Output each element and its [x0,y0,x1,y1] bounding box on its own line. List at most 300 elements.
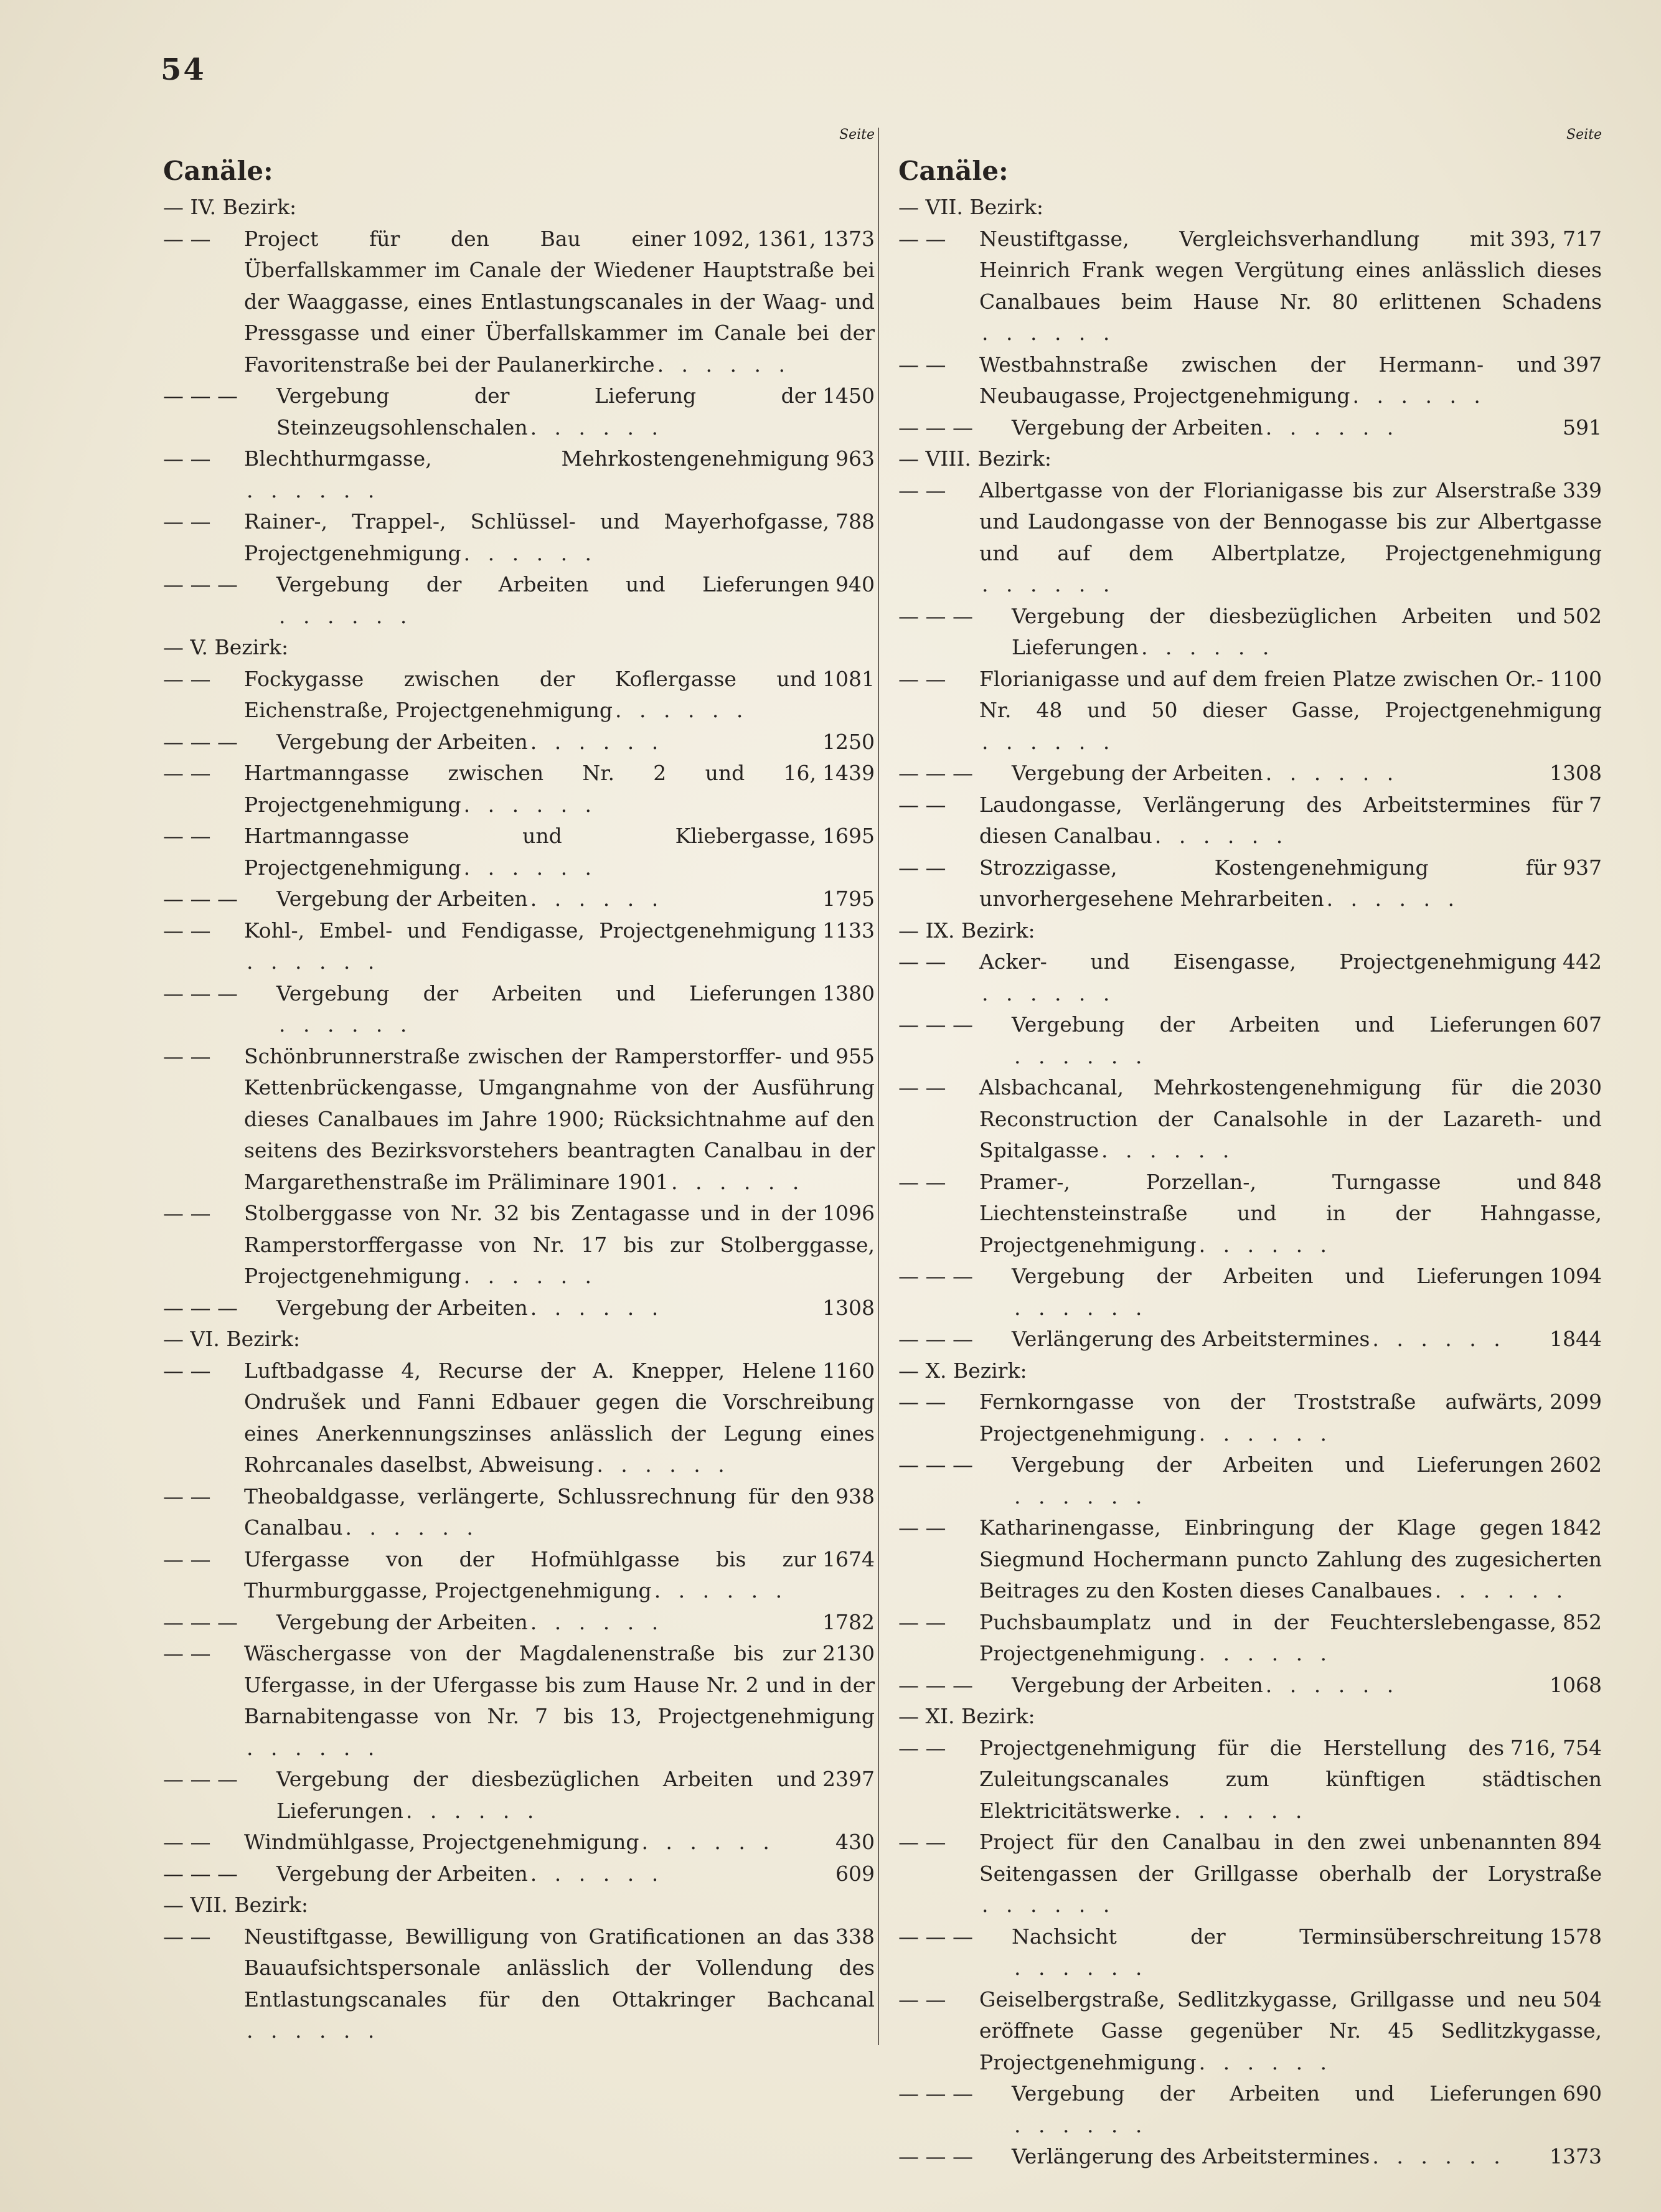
page-reference: 963 [835,446,875,471]
entry-dash: — — [163,226,211,251]
page-reference: 1439 [822,761,875,785]
index-entry [898,1261,1602,1324]
index-entry [898,946,1602,1009]
index-entry [898,1167,1602,1261]
entry-text-block [244,1481,875,1544]
entry-text-block [244,1355,875,1481]
entry-text: Vergebung der diesbezüglichen Arbeiten und Lieferungen [1012,603,1556,659]
entry-text-block [1012,758,1602,789]
district-heading: — V. Bezirk: [163,635,289,659]
page-reference: 2099 [1550,1390,1602,1414]
entry-text: Alsbachcanal, Mehrkostengenehmigung für die Reconstruction der Canalsohle in der Lazareth- und Spitalgasse [979,1075,1602,1162]
entry-dash: — — [898,666,946,691]
entry-text: Project für den Bau einer Überfallskammer im Canale der Wiedener Hauptstraße bei der Waaggasse, eines Entlastungscanales in der Waag- und Pressgasse und einer Überfallskammer im Canale bei der Favoritenstraße bei der Paulanerkirche [244,226,875,377]
dot-leader: . . . . . . [463,792,598,817]
page-reference: 1842 [1550,1515,1602,1540]
entry-dash: — — — [163,887,238,911]
page-reference: 848 [1563,1169,1602,1194]
entry-text: Schönbrunnerstraße zwischen der Ramperstorffer- und Kettenbrückengasse, Umgangnahme von der Ausführung dieses Canalbaues im Jahre 1900; Rücksichtnahme auf den seitens des Bezirksvorstehers beantragten Canalbau in der Margarethenstraße im Präliminare 1901 [244,1043,875,1194]
dot-leader: . . . . . . [982,321,1116,345]
index-entry [898,1072,1602,1167]
seite-header-right: Seite [1566,127,1602,143]
entry-dash: — — [898,1830,946,1854]
page-reference: 1380 [822,981,875,1005]
index-list-right [898,192,1602,2173]
entry-text: Vergebung der Arbeiten [276,887,528,911]
entry-text-block [1012,1670,1602,1701]
entry-text: Hartmanngasse und Kliebergasse, Projectgenehmigung [244,824,817,880]
entry-text: Fockygasse zwischen der Koflergasse und Eichenstraße, Projectgenehmigung [244,666,817,722]
entry-text-block [1012,412,1602,444]
entry-text-block [979,789,1602,852]
entry-text-block [244,1041,875,1198]
index-entry [163,1544,875,1607]
dot-leader: . . . . . . [279,603,413,628]
dot-leader: . . . . . . [1434,1578,1569,1603]
entry-dash: — — [163,761,211,785]
column-divider [878,128,879,2045]
page-reference: 690 [1563,2081,1602,2106]
page-reference: 607 [1563,1012,1602,1037]
entry-dash: — — [898,352,946,377]
entry-text-block [979,852,1602,915]
entry-text: Vergebung der Arbeiten [276,1295,528,1320]
page-reference: 894 [1563,1830,1602,1854]
dot-leader: . . . . . . [463,540,598,565]
page-reference: 1695 [822,824,875,848]
entry-dash: — — [898,1515,946,1540]
entry-dash: — — [163,446,211,471]
dot-leader: . . . . . . [247,949,380,974]
entry-dash: — — — [163,981,238,1005]
entry-dash: — — [163,918,211,943]
page-reference: 1308 [1550,761,1602,785]
entry-text: Laudongasse, Verlängerung des Arbeitstermines für diesen Canalbau [979,792,1583,848]
left-column [163,120,875,2047]
entry-dash: — — [898,1390,946,1414]
index-entry [898,475,1602,601]
entry-text-block [979,475,1602,601]
dot-leader: . . . . . . [615,698,749,722]
entry-dash: — — [163,666,211,691]
entry-text: Kohl-, Embel- und Fendigasse, Projectgenehmigung [244,918,817,943]
index-entry [898,601,1602,664]
entry-text-block [1012,1009,1602,1072]
entry-dash: — — — [163,1295,238,1320]
entry-text-block [244,443,875,506]
entry-text-block [276,727,875,758]
entry-text: Windmühlgasse, Projectgenehmigung [244,1830,639,1854]
page-reference: 397 [1563,352,1602,377]
district-heading: — VI. Bezirk: [163,1327,300,1351]
entry-dash: — — [163,1201,211,1225]
dot-leader: . . . . . . [247,2018,380,2043]
index-entry [898,758,1602,789]
dot-leader: . . . . . . [641,1830,775,1854]
index-entry [163,1921,875,2047]
dot-leader: . . . . . . [1174,1798,1308,1823]
index-entry [163,224,875,381]
index-entry [163,1041,875,1198]
index-entry [163,1858,875,1890]
entry-text: Verlängerung des Arbeitstermines [1012,1327,1370,1351]
district-heading: — IX. Bezirk: [898,918,1035,943]
page-reference: 852 [1563,1609,1602,1634]
section-heading-left: Canäle: [163,156,273,186]
index-entry [898,1009,1602,1072]
right-column [898,120,1602,2173]
district-heading: — X. Bezirk: [898,1358,1027,1383]
page-reference: 2030 [1550,1075,1602,1099]
entry-text: Theobaldgasse, verlängerte, Schlussrechnung für den Canalbau [244,1484,829,1540]
index-entry [898,1984,1602,2079]
entry-text: Hartmanngasse zwischen Nr. 2 und 16, Projectgenehmigung [244,761,817,817]
entry-text-block [244,224,875,381]
dot-leader: . . . . . . [1198,1232,1333,1257]
page-reference: 430 [835,1830,875,1854]
index-entry [163,1292,875,1324]
page-reference: 1100 [1550,666,1602,691]
entry-dash: — — — [898,1264,973,1288]
dot-leader: . . . . . . [596,1452,730,1477]
entry-dash: — — — [898,761,973,785]
index-entry [163,664,875,727]
index-entry [898,2078,1602,2141]
page-reference: 1081 [822,666,875,691]
entry-dash: — — [163,1830,211,1854]
entry-text: Fernkorngasse von der Troststraße aufwärts, Projectgenehmigung [979,1390,1544,1446]
dot-leader: . . . . . . [982,1893,1116,1917]
entry-text: Vergebung der Arbeiten und Lieferungen [1012,1012,1556,1037]
index-list-left [163,192,875,2047]
page-reference: 442 [1563,949,1602,974]
index-entry [163,978,875,1041]
index-entry [898,789,1602,852]
entry-dash: — — [898,1169,946,1194]
entry-text: Vergebung der Arbeiten [1012,415,1263,440]
index-entry [898,1324,1602,1355]
index-entry [163,883,875,915]
dot-leader: . . . . . . [530,1295,664,1320]
entry-text-block [244,758,875,821]
entry-dash: — — [898,949,946,974]
entry-text-block [244,1921,875,2047]
entry-dash: — — — [898,603,973,628]
entry-text-block [276,978,875,1041]
entry-text-block [979,1167,1602,1261]
entry-text-block [244,664,875,727]
index-entry [163,1607,875,1639]
entry-dash: — — [163,1484,211,1508]
entry-dash: — — — [163,1767,238,1791]
index-entry [163,1764,875,1827]
entry-text-block [979,664,1602,758]
entry-text-block [1012,1921,1602,1984]
entry-dash: — — — [898,2081,973,2106]
dot-leader: . . . . . . [982,572,1116,596]
entry-text: Project für den Canalbau in den zwei unbenannten Seitengassen der Grillgasse oberhalb der Lorystraße [979,1830,1602,1886]
dot-leader: . . . . . . [345,1515,479,1540]
page-number: 54 [161,52,206,87]
index-entry [163,1638,875,1764]
index-entry [163,1355,875,1481]
dot-leader: . . . . . . [1326,887,1460,911]
entry-dash: — — [163,1358,211,1383]
index-entry [163,915,875,978]
entry-text-block [244,1827,875,1858]
page-reference: 937 [1563,855,1602,880]
entry-dash: — — — [163,384,238,408]
index-entry [898,1449,1602,1512]
entry-dash: — — [898,1075,946,1099]
entry-text-block [979,1386,1602,1449]
entry-dash: — — [898,1987,946,2012]
entry-dash: — — — [163,1609,238,1634]
entry-dash: — — — [898,1924,973,1949]
entry-dash: — — [163,1043,211,1068]
page-reference: 502 [1563,603,1602,628]
index-entry [163,1827,875,1858]
page-reference: 716, 754 [1510,1735,1602,1760]
dot-leader: . . . . . . [1014,2112,1148,2137]
index-entry [898,1827,1602,1921]
entry-text: Verlängerung des Arbeitstermines [1012,2144,1370,2168]
entry-text-block [244,1638,875,1764]
dot-leader: . . . . . . [463,1264,598,1288]
entry-dash: — — — [898,1672,973,1697]
entry-text: Vergebung der diesbezüglichen Arbeiten und Lieferungen [276,1767,817,1823]
index-entry [898,664,1602,758]
entry-text: Geiselbergstraße, Sedlitzkygasse, Grillgasse und neu eröffnete Gasse gegenüber Nr. 45 Sedlitzkygasse, Projectgenehmigung [979,1987,1602,2074]
page-reference: 1096 [822,1201,875,1225]
page-reference: 1094 [1550,1264,1602,1288]
entry-text: Katharinengasse, Einbringung der Klage gegen Siegmund Hochermann puncto Zahlung des zugesicherten Beitrages zu den Kosten dieses Canalbaues [979,1515,1602,1603]
page-reference: 2602 [1550,1452,1602,1477]
index-entry [163,506,875,569]
entry-text: Vergebung der Arbeiten [276,1861,528,1886]
dot-leader: . . . . . . [530,887,664,911]
dot-leader: . . . . . . [1265,1672,1400,1697]
page-reference: 1250 [822,729,875,754]
index-entry [163,443,875,506]
page-reference: 955 [835,1043,875,1068]
page-reference: 1795 [822,887,875,911]
entry-text-block [979,1984,1602,2079]
entry-text-block [979,1072,1602,1167]
page-reference: 1308 [822,1295,875,1320]
dot-leader: . . . . . . [530,1609,664,1634]
index-entry [163,821,875,883]
entry-text: Vergebung der Arbeiten [276,1609,528,1634]
entry-text-block [979,224,1602,349]
page-reference: 1844 [1550,1327,1602,1351]
entry-text-block [276,1858,875,1890]
entry-text: Vergebung der Arbeiten [276,729,528,754]
dot-leader: . . . . . . [1372,2144,1506,2168]
dot-leader: . . . . . . [279,1012,413,1037]
page-reference: 591 [1563,415,1602,440]
page-reference: 338 [835,1924,875,1949]
dot-leader: . . . . . . [1101,1138,1235,1162]
entry-text-block [276,569,875,632]
entry-text: Neustiftgasse, Vergleichsverhandlung mit Heinrich Frank wegen Vergütung eines anlässlich dieses Canalbaues beim Hause Nr. 80 erlittenen Schadens [979,226,1602,314]
entry-text: Florianigasse und auf dem freien Platze zwischen Or.-Nr. 48 und 50 dieser Gasse, Projectgenehmigung [979,666,1602,722]
dot-leader: . . . . . . [530,415,664,440]
entry-text: Stolberggasse von Nr. 32 bis Zentagasse und in der Ramperstorffergasse von Nr. 17 bis zur Stolberggasse, Projectgenehmigung [244,1201,875,1288]
entry-dash: — — [898,1735,946,1760]
index-entry [898,1512,1602,1607]
index-entry [163,727,875,758]
entry-text-block [244,1544,875,1607]
entry-text-block [979,946,1602,1009]
index-entry [163,1481,875,1544]
entry-dash: — — [163,1924,211,1949]
page-reference: 1092, 1361, 1373 [692,226,875,251]
section-heading-right: Canäle: [898,156,1009,186]
entry-text: Nachsicht der Terminsüberschreitung [1012,1924,1544,1949]
entry-dash: — — — [163,572,238,596]
district-heading: — XI. Bezirk: [898,1704,1035,1728]
index-entry [898,1670,1602,1701]
dot-leader: . . . . . . [1141,635,1275,659]
entry-dash: — — [898,855,946,880]
entry-text-block [979,1512,1602,1607]
entry-text: Wäschergasse von der Magdalenenstraße bis zur Ufergasse, in der Ufergasse bis zum Hause Nr. 2 und in der Barnabitengasse von Nr. 7 bis 13, Projectgenehmigung [244,1641,875,1728]
entry-text: Vergebung der Arbeiten und Lieferungen [1012,2081,1556,2106]
dot-leader: . . . . . . [1352,384,1486,408]
page-reference: 1674 [822,1546,875,1571]
entry-text: Vergebung der Arbeiten [1012,1672,1263,1697]
entry-text: Ufergasse von der Hofmühlgasse bis zur Thurmburggasse, Projectgenehmigung [244,1546,817,1603]
dot-leader: . . . . . . [671,1169,805,1194]
entry-text: Vergebung der Arbeiten [1012,761,1263,785]
page-reference: 940 [835,572,875,596]
index-entry [163,758,875,821]
entry-text-block [276,1292,875,1324]
dot-leader: . . . . . . [247,478,380,502]
page-reference: 1133 [822,918,875,943]
dot-leader: . . . . . . [1014,1956,1148,1980]
page-reference: 938 [835,1484,875,1508]
index-entry [898,1607,1602,1670]
entry-text-block [244,506,875,569]
district-heading: — VII. Bezirk: [898,195,1043,219]
page-reference: 7 [1589,792,1602,817]
entry-dash: — — [898,1609,946,1634]
index-entry [898,1386,1602,1449]
entry-text-block [1012,1324,1602,1355]
page-reference: 2397 [822,1767,875,1791]
dot-leader: . . . . . . [654,1578,788,1603]
entry-text-block [244,821,875,883]
index-entry [898,224,1602,349]
page-reference: 1782 [822,1609,875,1634]
dot-leader: . . . . . . [1014,1043,1148,1068]
entry-text: Pramer-, Porzellan-, Turngasse und Liechtensteinstraße und in der Hahngasse, Projectgenehmigung [979,1169,1602,1257]
entry-text: Albertgasse von der Florianigasse bis zur Alserstraße und Laudongasse von der Bennogasse bis zur Albertgasse und auf dem Albertplatze, Projectgenehmigung [979,478,1602,565]
dot-leader: . . . . . . [1014,1295,1148,1320]
entry-text-block [276,1764,875,1827]
page-reference: 1450 [822,384,875,408]
dot-leader: . . . . . . [1014,1484,1148,1508]
entry-text: Vergebung der Arbeiten und Lieferungen [1012,1452,1544,1477]
entry-text: Strozzigasse, Kostengenehmigung für unvorhergesehene Mehrarbeiten [979,855,1556,911]
page-reference: 788 [835,509,875,534]
page-reference: 1160 [822,1358,875,1383]
entry-text: Rainer-, Trappel-, Schlüssel- und Mayerhofgasse, Projectgenehmigung [244,509,829,565]
dot-leader: . . . . . . [530,1861,664,1886]
index-entry [898,2141,1602,2173]
index-entry [163,380,875,443]
entry-text-block [276,380,875,443]
index-entry [163,1198,875,1292]
district-heading: — VIII. Bezirk: [898,446,1052,471]
page-reference: 339 [1563,478,1602,502]
dot-leader: . . . . . . [1265,415,1400,440]
entry-text-block [979,1607,1602,1670]
entry-dash: — — — [898,415,973,440]
dot-leader: . . . . . . [405,1798,540,1823]
page-reference: 393, 717 [1510,226,1602,251]
page-reference: 1373 [1550,2144,1602,2168]
district-heading: — VII. Bezirk: [163,1893,308,1917]
entry-dash: — — — [163,729,238,754]
entry-text-block [979,349,1602,412]
entry-dash: — — — [898,2144,973,2168]
entry-dash: — — [163,1641,211,1665]
entry-text: Puchsbaumplatz und in der Feuchterslebengasse, Projectgenehmigung [979,1609,1556,1665]
entry-dash: — — — [898,1012,973,1037]
entry-text-block [1012,1449,1602,1512]
dot-leader: . . . . . . [982,729,1116,754]
entry-text-block [244,915,875,978]
entry-text: Vergebung der Arbeiten und Lieferungen [1012,1264,1544,1288]
district-heading: — IV. Bezirk: [163,195,297,219]
dot-leader: . . . . . . [463,855,598,880]
entry-dash: — — — [163,1861,238,1886]
entry-text: Projectgenehmigung für die Herstellung des Zuleitungscanales zum künftigen städtischen Elektricitätswerke [979,1735,1602,1823]
entry-text-block [1012,1261,1602,1324]
dot-leader: . . . . . . [1198,2050,1333,2074]
entry-dash: — — [163,824,211,848]
page-reference: 2130 [822,1641,875,1665]
entry-dash: — — — [898,1327,973,1351]
entry-dash: — — — [898,1452,973,1477]
dot-leader: . . . . . . [530,729,664,754]
entry-text: Luftbadgasse 4, Recurse der A. Knepper, Helene Ondrušek und Fanni Edbauer gegen die Vorschreibung eines Anerkennungszinses anlässlich der Legung eines Rohrcanales daselbst, Abweisung [244,1358,875,1477]
entry-text: Acker- und Eisengasse, Projectgenehmigung [979,949,1556,974]
page-reference: 1578 [1550,1924,1602,1949]
dot-leader: . . . . . . [1265,761,1400,785]
entry-dash: — — [898,226,946,251]
entry-text-block [1012,2078,1602,2141]
entry-dash: — — [163,509,211,534]
dot-leader: . . . . . . [1198,1421,1333,1446]
entry-dash: — — [898,478,946,502]
index-entry [898,412,1602,444]
dot-leader: . . . . . . [657,352,791,377]
page-reference: 504 [1563,1987,1602,2012]
entry-dash: — — [163,1546,211,1571]
index-entry [898,1921,1602,1984]
entry-text: Westbahnstraße zwischen der Hermann- und Neubaugasse, Projectgenehmigung [979,352,1556,408]
index-entry [898,1733,1602,1827]
entry-text: Blechthurmgasse, Mehrkostengenehmigung [244,446,829,471]
entry-dash: — — [898,792,946,817]
dot-leader: . . . . . . [1198,1641,1333,1665]
dot-leader: . . . . . . [982,981,1116,1005]
page-reference: 1068 [1550,1672,1602,1697]
